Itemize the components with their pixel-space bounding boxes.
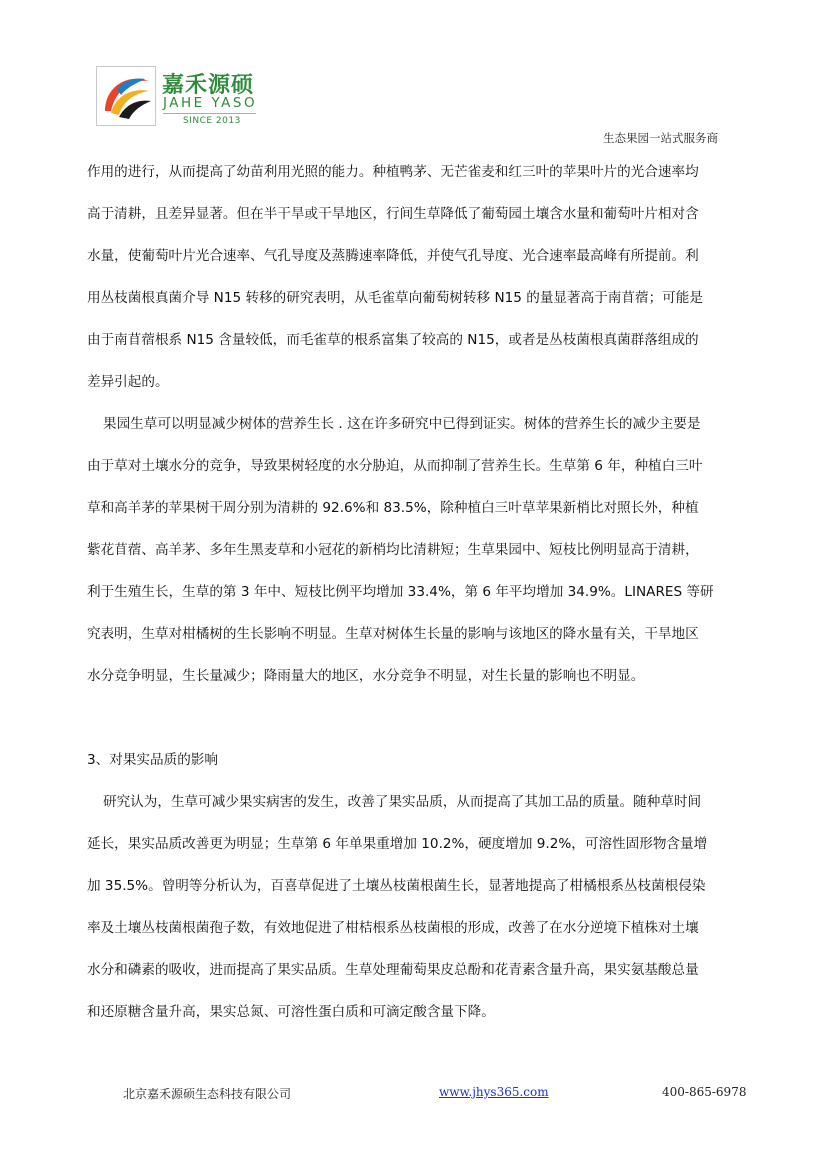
text-line: 果园生草可以明显减少树体的营养生长 . 这在许多研究中已得到证实。树体的营养生长的减少主要是 (103, 416, 701, 432)
logo-swirl-icon (96, 66, 156, 126)
text-line: 由于南苜蓿根系 N15 含量较低，而毛雀草的根系富集了较高的 N15，或者是丛枝菌根真菌群落组成的 (87, 332, 699, 348)
paragraph-2 (87, 408, 741, 702)
header-tagline: 生态果园一站式服务商 (603, 131, 718, 145)
text-line: 加 35.5%。曾明等分析认为，百喜草促进了土壤丛枝菌根菌生长，显著地提高了柑橘根系丛枝菌根侵染 (87, 878, 706, 894)
text-line: 利于生殖生长，生草的第 3 年中、短枝比例平均增加 33.4%，第 6 年平均增加 34.9%。LINARES 等研 (87, 584, 714, 600)
text-line: 究表明，生草对柑橘树的生长影响不明显。生草对树体生长量的影响与该地区的降水量有关，干旱地区 (87, 626, 699, 642)
paragraph-1 (87, 156, 741, 408)
text-line: 紫花苜蓿、高羊茅、多年生黑麦草和小冠花的新梢均比清耕短；生草果园中、短枝比例明显高于清耕， (87, 542, 699, 558)
footer-phone: 400-865-6978 (662, 1085, 747, 1099)
paragraph-gap (87, 702, 741, 744)
text-line: 用丛枝菌根真菌介导 N15 转移的研究表明，从毛雀草向葡萄树转移 N15 的量显著高于南苜蓿；可能是 (87, 290, 703, 306)
text-line: 由于草对土壤水分的竞争，导致果树轻度的水分胁迫，从而抑制了营养生长。生草第 6 年，种植白三叶 (87, 458, 703, 474)
text-line: 和还原糖含量升高，果实总氮、可溶性蛋白质和可滴定酸含量下降。 (87, 1004, 495, 1020)
text-line: 水量，使葡萄叶片光合速率、气孔导度及蒸腾速率降低，并使气孔导度、光合速率最高峰有所提前。利 (87, 248, 699, 264)
text-line: 高于清耕，且差异显著。但在半干旱或干旱地区，行间生草降低了葡萄园土壤含水量和葡萄叶片相对含 (87, 206, 699, 222)
text-line: 水分和磷素的吸收，进而提高了果实品质。生草处理葡萄果皮总酚和花青素含量升高，果实氨基酸总量 (87, 962, 699, 978)
text-line: 草和高羊茅的苹果树干周分别为清耕的 92.6%和 83.5%，除种植白三叶草苹果新梢比对照长外，种植 (87, 500, 699, 516)
section-heading: 3、对果实品质的影响 (87, 752, 218, 768)
document-body (87, 156, 741, 1038)
logo-subtitle: JAHE YASO (163, 95, 258, 111)
text-line: 差异引起的。 (87, 374, 169, 390)
text-line: 作用的进行，从而提高了幼苗利用光照的能力。种植鸭茅、无芒雀麦和红三叶的苹果叶片的光合速率均 (87, 164, 699, 180)
text-line: 延长，果实品质改善更为明显；生草第 6 年单果重增加 10.2%，硬度增加 9.2%，可溶性固形物含量增 (87, 836, 708, 852)
company-logo (96, 66, 266, 128)
footer-company: 北京嘉禾源硕生态科技有限公司 (123, 1087, 292, 1101)
text-line: 研究认为，生草可减少果实病害的发生，改善了果实品质，从而提高了其加工品的质量。随种草时间 (103, 794, 702, 810)
logo-divider (163, 113, 256, 114)
footer-website-link[interactable]: www.jhys365.com (439, 1085, 549, 1099)
text-line: 率及土壤丛枝菌根菌孢子数，有效地促进了柑桔根系丛枝菌根的形成，改善了在水分逆境下植株对土壤 (87, 920, 699, 936)
logo-title: 嘉禾源硕 (162, 72, 255, 98)
text-line: 水分竞争明显，生长量减少；降雨量大的地区，水分竞争不明显，对生长量的影响也不明显。 (87, 668, 645, 684)
paragraph-3 (87, 786, 741, 1038)
logo-since: SINCE 2013 (183, 116, 241, 126)
